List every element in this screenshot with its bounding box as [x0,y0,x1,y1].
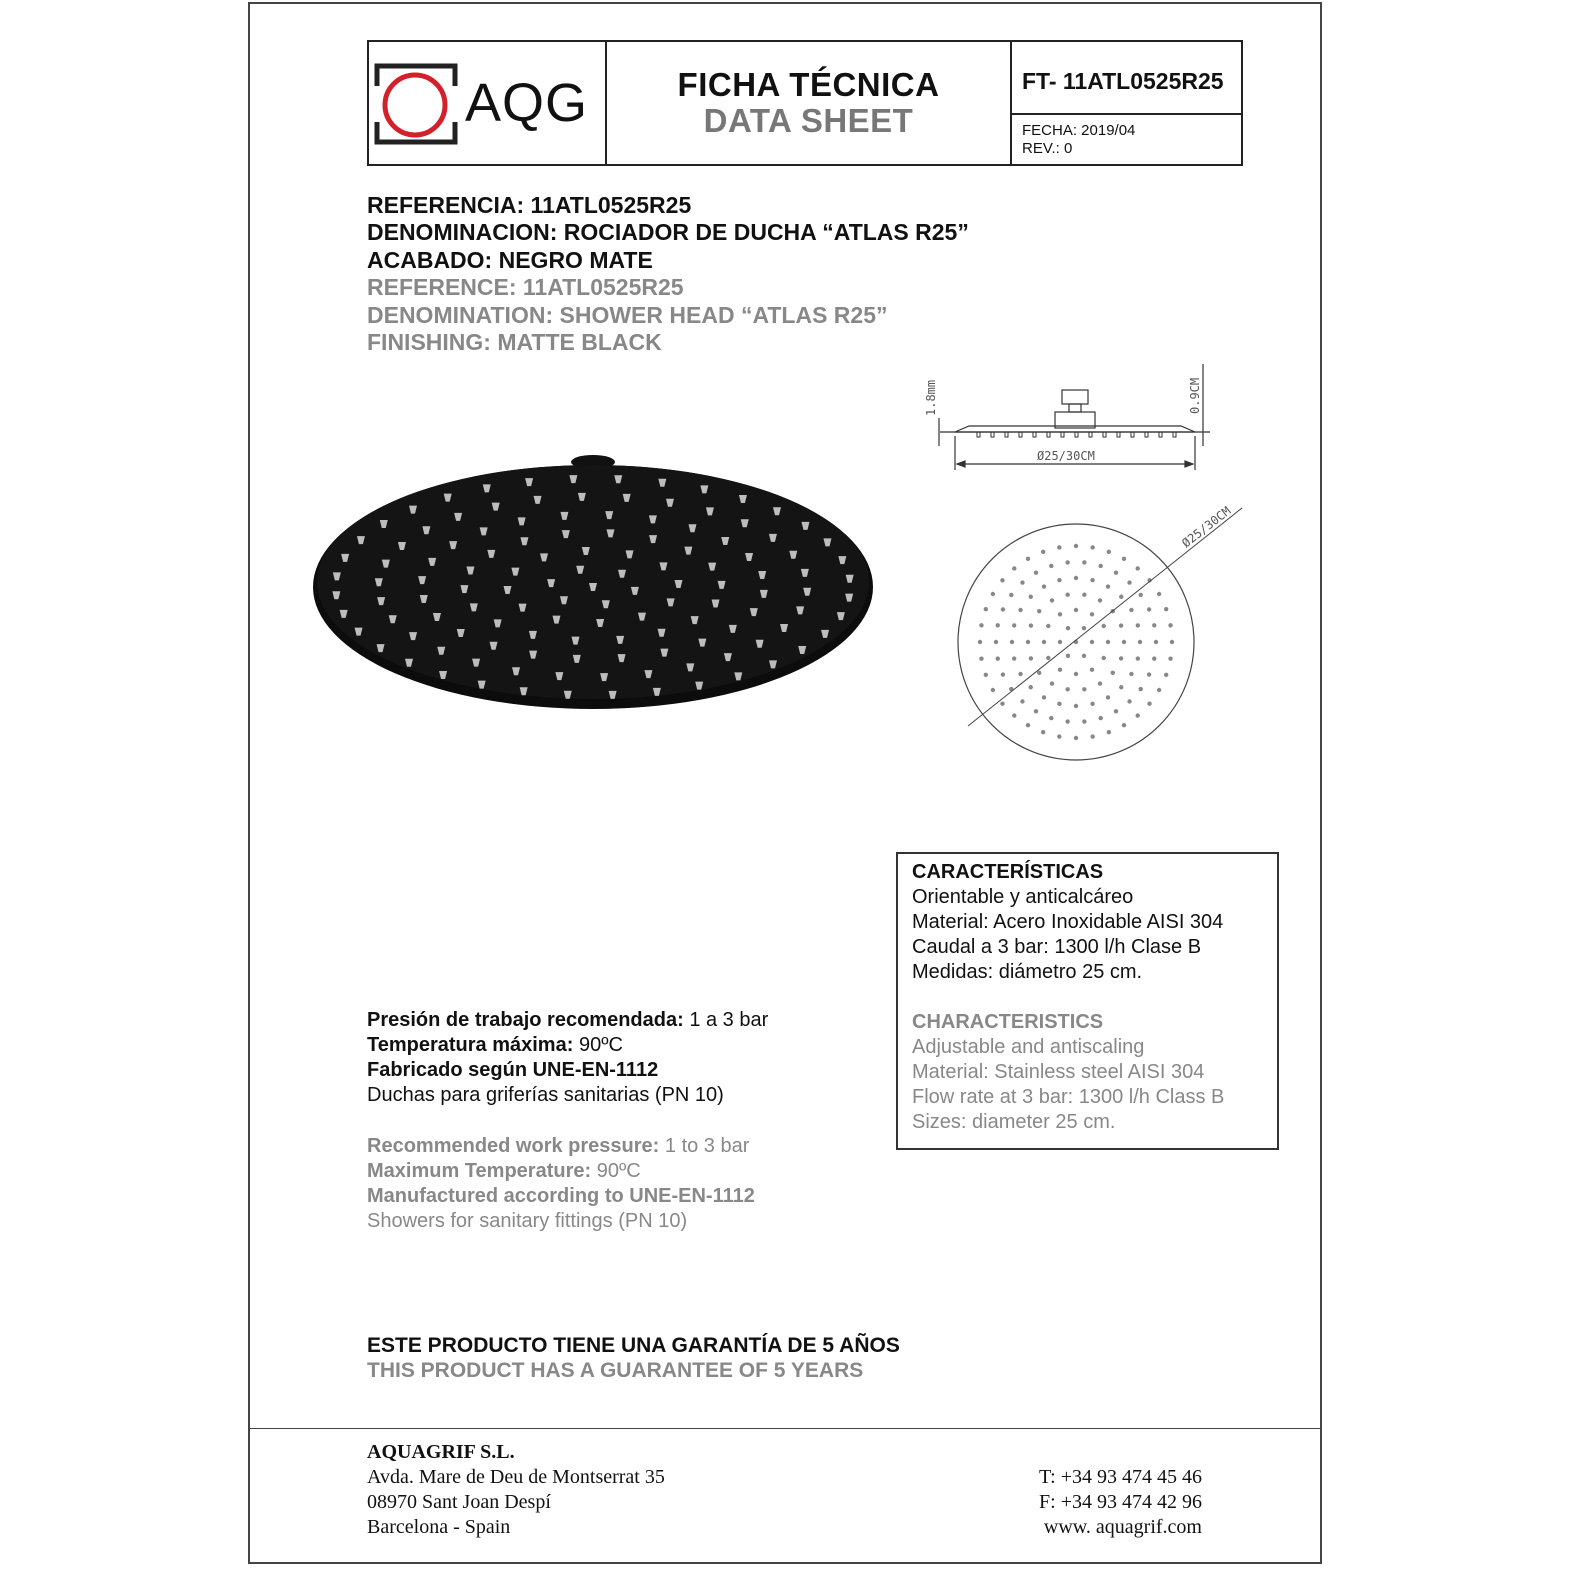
footer-divider [248,1428,1322,1429]
side-nozzle-tick [1103,432,1106,437]
top-nozzle-dot [1139,687,1143,691]
top-nozzle-dot [1037,609,1041,613]
top-nozzle-dot [1136,713,1140,717]
characteristics-title-es: CARACTERÍSTICAS [912,861,1104,883]
reference-en: REFERENCE: 11ATL0525R25 [367,274,684,301]
side-left-dim: 1.8mm [924,379,938,416]
logo-cell [369,42,607,164]
top-nozzle-dot [1136,566,1140,570]
top-nozzle-dot [984,673,988,677]
top-nozzle-dot [1138,640,1142,644]
top-nozzle-dot [1066,626,1070,630]
product-reference-block [367,192,969,356]
top-nozzle-dot [1001,672,1005,676]
top-nozzle-dot [1090,734,1094,738]
denomination-en: DENOMINATION: SHOWER HEAD “ATLAS R25” [367,301,888,328]
top-nozzle-dot [1164,673,1168,677]
top-nozzle-dot [1074,704,1078,708]
top-nozzle-dot [1026,723,1030,727]
top-nozzle-dot [1157,688,1161,692]
top-nozzle-dot [1127,699,1131,703]
top-nozzle-dot [1102,656,1106,660]
top-nozzle-dot [1168,623,1172,627]
top-nozzle-dot [1042,695,1046,699]
top-nozzle-dot [1090,702,1094,706]
denomination-es: DENOMINACION: ROCIADOR DE DUCHA “ATLAS R25” [367,219,969,246]
side-nozzle-tick [1089,432,1092,437]
characteristics-title-en: CHARACTERISTICS [912,1011,1104,1033]
top-nozzle-dot [1020,580,1024,584]
top-nozzle-dot [1119,685,1123,689]
top-nozzle-dot [1102,624,1106,628]
doc-code: FT- 11ATL0525R25 [1012,42,1241,115]
temperature-es [367,1033,768,1058]
characteristic-es-2: Material: Acero Inoxidable AISI 304 [912,911,1224,933]
top-nozzle-dot [1009,593,1013,597]
top-nozzle-dot [1119,656,1123,660]
characteristic-es-3: Caudal a 3 bar: 1300 l/h Clase B [912,936,1202,958]
top-nozzle-dot [1106,695,1110,699]
top-nozzle-dot [1012,566,1016,570]
address-line-1: Avda. Mare de Deu de Montserrat 35 [367,1466,665,1488]
top-nozzle-dot [1029,685,1033,689]
company-name: AQUAGRIF S.L. [367,1441,515,1463]
top-nozzle-dot [1074,576,1078,580]
characteristic-en-1: Adjustable and antiscaling [912,1036,1145,1058]
top-nozzle-dot [1001,607,1005,611]
top-nozzle-dot [1041,730,1045,734]
top-nozzle-dot [1074,672,1078,676]
characteristic-en-2: Material: Stainless steel AISI 304 [912,1061,1205,1083]
pressure-label-en: Recommended work pressure: [367,1135,660,1157]
side-nozzle-tick [1005,432,1008,437]
top-nozzle-dot [1136,623,1140,627]
top-nozzle-dot [991,688,995,692]
finish-es: ACABADO: NEGRO MATE [367,246,653,273]
standard-en: Manufactured according to UNE-EN-1112 [367,1185,755,1207]
top-nozzle-dot [1136,656,1140,660]
top-nozzle-dot [1139,593,1143,597]
top-nozzle-dot [1122,640,1126,644]
pressure-value-es: 1 a 3 bar [683,1009,769,1031]
top-nozzle-dot [1099,716,1103,720]
top-nozzle-dot [1074,736,1078,740]
pressure-en [367,1134,768,1159]
top-nozzle-dot [1122,557,1126,561]
top-nozzle-dot [1012,713,1016,717]
top-nozzle-dot [1010,640,1014,644]
top-view-drawing [950,490,1270,770]
top-nozzle-dot [1111,671,1115,675]
warranty-es: ESTE PRODUCTO TIENE UNA GARANTÍA DE 5 AÑOS [367,1334,900,1357]
top-nozzle-dot [979,656,983,660]
top-nozzle-dot [1106,584,1110,588]
top-nozzle-dot [996,623,1000,627]
top-nozzle-dot [1152,623,1156,627]
side-nozzle-tick [1131,432,1134,437]
side-nozzle-tick [977,432,980,437]
side-nozzle-tick [1075,432,1078,437]
top-nozzle-dot [1129,608,1133,612]
top-nozzle-dot [1020,699,1024,703]
top-nozzle-dot [1050,598,1054,602]
use-es: Duchas para griferías sanitarias (PN 10) [367,1084,724,1106]
top-nozzle-dot [1046,624,1050,628]
top-nozzle-dot [1018,608,1022,612]
title-es: FICHA TÉCNICA [677,66,940,103]
top-nozzle-dot [1058,612,1062,616]
side-nozzle-tick [1047,432,1050,437]
specifications-block [367,1008,768,1234]
top-nozzle-dot [1026,640,1030,644]
top-nozzle-dot [1065,560,1069,564]
side-nozzle-tick [991,432,994,437]
temp-label-en: Maximum Temperature: [367,1160,592,1182]
use-en: Showers for sanitary fittings (PN 10) [367,1210,688,1232]
top-nozzle-dot [1090,612,1094,616]
side-nozzle-tick [1117,432,1120,437]
characteristic-en-4: Sizes: diameter 25 cm. [912,1111,1116,1133]
doc-revision: REV.: 0 [1022,140,1073,157]
temp-value-es: 90ºC [573,1034,623,1056]
top-nozzle-dot [1090,545,1094,549]
top-nozzle-dot [1170,640,1174,644]
top-nozzle-dot [1057,578,1061,582]
top-nozzle-dot [1026,557,1030,561]
top-nozzle-dot [1152,656,1156,660]
top-nozzle-dot [1000,578,1004,582]
finish-en: FINISHING: MATTE BLACK [367,329,662,356]
warranty-en: THIS PRODUCT HAS A GUARANTEE OF 5 YEARS [367,1359,864,1382]
top-nozzle-dot [1114,709,1118,713]
top-nozzle-dot [1098,681,1102,685]
top-nozzle-dot [1037,671,1041,675]
side-nozzle-tick [1173,432,1176,437]
top-nozzle-dot [1012,656,1016,660]
top-nozzle-dot [1082,654,1086,658]
top-nozzle-dot [1098,598,1102,602]
shower-head-photo [310,450,890,720]
characteristics-box [896,852,1279,1150]
top-nozzle-dot [1090,578,1094,582]
logo-text: AQG [465,73,589,133]
top-nozzle-dot [1147,672,1151,676]
top-nozzle-dot [1074,608,1078,612]
standard-es: Fabricado según UNE-EN-1112 [367,1059,659,1081]
top-nozzle-dot [1107,550,1111,554]
pressure-es [367,1008,768,1033]
doc-meta [1012,115,1241,158]
top-nozzle-dot [1034,571,1038,575]
side-diameter: Ø25/30CM [1037,449,1095,463]
header-table [367,40,1243,166]
address-line-2: 08970 Sant Joan Despí [367,1491,551,1513]
address-line-3: Barcelona - Spain [367,1516,511,1538]
top-nozzle-dot [1018,672,1022,676]
top-nozzle-dot [1029,656,1033,660]
top-nozzle-dot [1066,654,1070,658]
top-nozzle-dot [1082,626,1086,630]
top-nozzle-dot [991,592,995,596]
side-nozzle-tick [1019,432,1022,437]
top-nozzle-dot [1119,595,1123,599]
side-nozzle-tick [1061,432,1064,437]
top-nozzle-dot [1157,592,1161,596]
top-nozzle-dot [1029,623,1033,627]
top-nozzle-dot [1042,640,1046,644]
characteristic-en-3: Flow rate at 3 bar: 1300 l/h Class B [912,1086,1225,1108]
top-nozzle-dot [1114,571,1118,575]
top-nozzle-dot [1065,593,1069,597]
fax: F: +34 93 474 42 96 [1039,1491,1202,1513]
temperature-en [367,1159,768,1184]
pressure-value-en: 1 to 3 bar [659,1135,750,1157]
top-nozzle-dot [1057,545,1061,549]
top-nozzle-dot [1127,580,1131,584]
doc-date: FECHA: 2019/04 [1022,122,1136,139]
top-nozzle-dot [1000,702,1004,706]
top-nozzle-dot [1046,656,1050,660]
title-cell [607,42,1012,164]
side-nozzle-tick [1145,432,1148,437]
top-nozzle-dot [1034,709,1038,713]
pressure-label-es: Presión de trabajo recomendada: [367,1009,684,1031]
characteristic-es-4: Medidas: diámetro 25 cm. [912,961,1143,983]
top-nozzle-dot [1057,702,1061,706]
reference-es: REFERENCIA: 11ATL0525R25 [367,192,692,218]
top-nozzle-dot [984,607,988,611]
top-nozzle-dot [1090,668,1094,672]
code-cell [1012,42,1241,164]
title-en: DATA SHEET [703,102,914,139]
top-nozzle-dot [1012,623,1016,627]
top-nozzle-dot [1099,564,1103,568]
top-nozzle-dot [1065,687,1069,691]
side-nozzle-tick [1159,432,1162,437]
top-nozzle-dot [1147,702,1151,706]
top-nozzle-dot [1058,640,1062,644]
top-nozzle-dot [1106,640,1110,644]
top-nozzle-dot [978,640,982,644]
top-nozzle-dot [1082,593,1086,597]
temp-value-en: 90ºC [591,1160,641,1182]
top-nozzle-dot [1164,607,1168,611]
top-nozzle-dot [1058,668,1062,672]
top-nozzle-dot [979,623,983,627]
top-nozzle-dot [1050,681,1054,685]
top-nozzle-dot [1049,716,1053,720]
top-nozzle-dot [1129,672,1133,676]
side-nozzle-tick [1033,432,1036,437]
top-nozzle-dot [1057,734,1061,738]
top-nozzle-dot [1082,560,1086,564]
top-nozzle-dot [1147,607,1151,611]
website-link[interactable]: www. aquagrif.com [1043,1516,1202,1538]
top-nozzle-dot [1082,719,1086,723]
top-nozzle-dot [1122,723,1126,727]
top-diameter: Ø25/30CM [1179,503,1234,551]
side-right-dim: 0.9CM [1188,377,1202,414]
top-nozzle-dot [1090,640,1094,644]
top-nozzle-dot [1041,550,1045,554]
top-nozzle-dot [1168,656,1172,660]
top-nozzle-dot [1107,730,1111,734]
top-nozzle-dot [1082,687,1086,691]
company-address [367,1440,665,1540]
top-nozzle-dot [1074,544,1078,548]
top-nozzle-dot [1042,584,1046,588]
top-nozzle-dot [1154,640,1158,644]
warranty-block [367,1333,900,1383]
top-nozzle-dot [1065,719,1069,723]
top-nozzle-dot [1049,564,1053,568]
company-contact [1039,1465,1202,1540]
characteristic-es-1: Orientable y anticalcáreo [912,886,1134,908]
phone: T: +34 93 474 45 46 [1038,1466,1202,1488]
top-nozzle-dot [996,656,1000,660]
top-nozzle-dot [1029,595,1033,599]
top-nozzle-dot [994,640,998,644]
side-view-drawing [915,360,1215,480]
temp-label-es: Temperatura máxima: [367,1034,574,1056]
top-nozzle-dot [1119,623,1123,627]
